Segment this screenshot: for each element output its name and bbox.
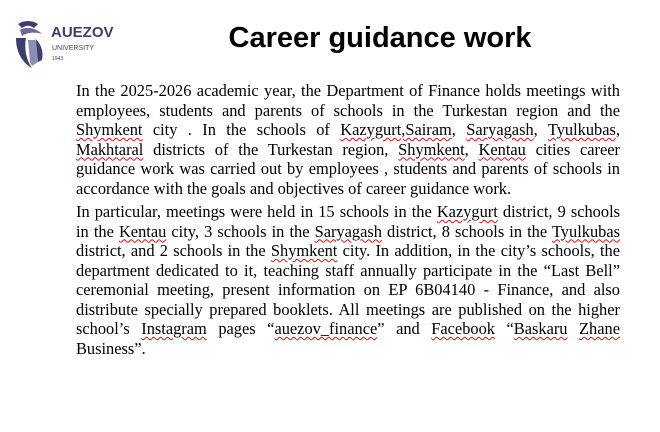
text-run: Business”. bbox=[76, 338, 146, 358]
flagged-word: Instagram bbox=[141, 319, 207, 338]
text-run: city . In the schools of bbox=[142, 120, 341, 139]
flagged-word: Kazygurt,Sairam bbox=[340, 120, 452, 139]
text-run: , bbox=[615, 120, 621, 139]
text-run: pages “ bbox=[206, 319, 275, 338]
logo-name: AUEZOV bbox=[51, 24, 114, 41]
text-run: In particular, meetings were held in 15 schools in the bbox=[76, 202, 437, 221]
text-run: , bbox=[533, 120, 548, 139]
text-run bbox=[568, 319, 580, 338]
text-run: ” and bbox=[377, 319, 432, 338]
body-text bbox=[76, 81, 620, 362]
text-run: district, 8 schools in the bbox=[381, 221, 552, 241]
flagged-word: Tyulkubas bbox=[551, 221, 620, 241]
flagged-word: Zhane bbox=[579, 319, 620, 338]
text-run: “ bbox=[495, 319, 514, 338]
text-run: cities career guidance work was carried out by employees , students and parents of schools in accordance with the goals and objectives of career guidance work. bbox=[76, 139, 620, 198]
text-run: districts of the Turkestan region, bbox=[143, 139, 399, 159]
page-title: Career guidance work bbox=[228, 22, 532, 54]
flagged-word: Shymkent bbox=[270, 241, 338, 260]
flagged-word: Facebook bbox=[431, 319, 495, 338]
flagged-word: Saryagash bbox=[466, 120, 534, 139]
flagged-word: auezov_finance bbox=[274, 319, 378, 338]
text-run: district, and 2 schools in the bbox=[76, 241, 271, 260]
flagged-word: Baskaru bbox=[513, 319, 568, 338]
text-run: city, 3 schools in the bbox=[166, 221, 315, 241]
flagged-word: Tyulkubas bbox=[547, 120, 616, 139]
flagged-word: Shymkent bbox=[76, 120, 143, 139]
text-run: , bbox=[451, 120, 467, 139]
paragraph-1 bbox=[76, 81, 620, 198]
logo-year: 1943 bbox=[52, 56, 64, 62]
flagged-word: Shymkent bbox=[398, 139, 465, 159]
text-run: city. In addition, in the city’s schools, the department dedicated to it, teaching staff annually participate in the “Last Bell” ceremonial meeting, present information on EP 6B04140 - Finance, and also distribute specially prepared booklets. All meetings are published on the higher school’s bbox=[76, 241, 620, 338]
text-run: district, 9 schools in the bbox=[76, 202, 620, 241]
flagged-word: Kazygurt bbox=[436, 202, 498, 221]
text-run: In the 2025-2026 academic year, the Department of Finance holds meetings with employees, students and parents of schools in the Turkestan region and the bbox=[76, 81, 620, 120]
flagged-word: Kentau bbox=[118, 221, 167, 241]
text-run: , bbox=[464, 139, 479, 159]
flagged-word: Makhtaral bbox=[76, 139, 144, 159]
flagged-word: Saryagash bbox=[314, 221, 382, 241]
logo-subtitle: UNIVERSITY bbox=[52, 45, 95, 52]
flagged-word: Kentau bbox=[478, 139, 526, 159]
paragraph-2 bbox=[76, 202, 620, 358]
